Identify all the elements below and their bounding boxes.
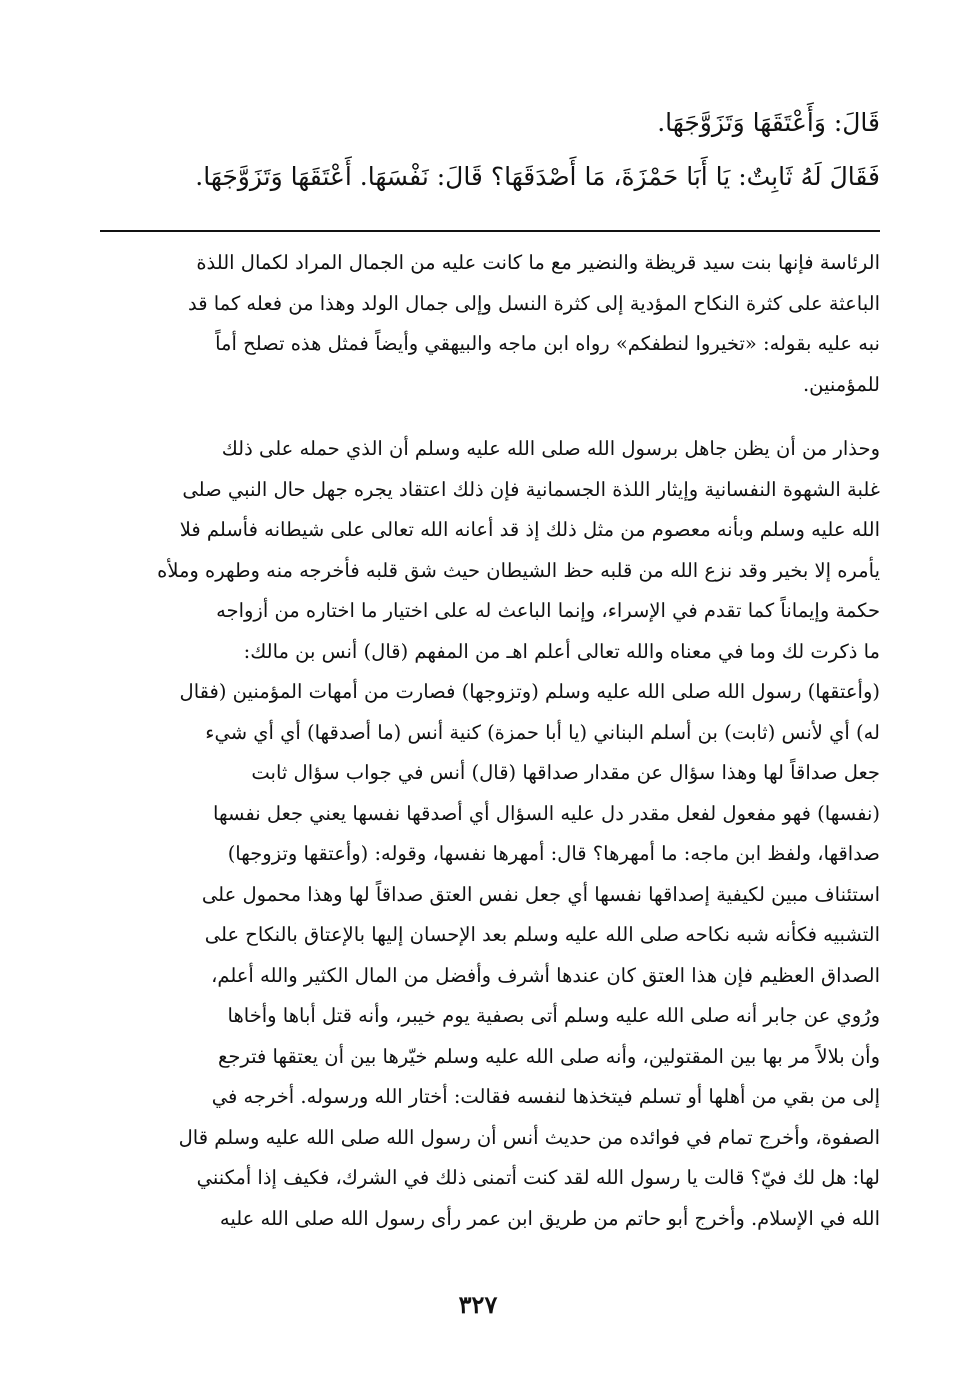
text-line: يأمره إلا بخير وقد نزع الله من قلبه حظ الشيطان حيث شق قلبه فأخرجه منه وطهره وملأه (157, 558, 880, 582)
text-line: ورُوي عن جابر أنه صلى الله عليه وسلم أتى بصفية يوم خيبر، وأنه قتل أباها وأخاها (227, 1004, 880, 1027)
page-number: ٣٢٧ (458, 1290, 498, 1319)
text-line: الله في الإسلام. وأخرج أبو حاتم من طريق ابن عمر رأى رسول الله صلى الله عليه (219, 1206, 880, 1230)
text-line: صداقها، ولفظ ابن ماجه: ما أمهرها؟ قال: أمهرها نفسها، وقوله: (وأعتقها وتزوجها) (227, 842, 880, 865)
text-line: الله عليه وسلم وبأنه معصوم من مثل ذلك إذ قد أعانه الله تعالى على شيطانه فأسلم فلا (179, 518, 880, 541)
text-line: وأن بلالاً مر بها بين المقتولين، وأنه صلى الله عليه وسلم خيّرها بين أن يعتقها فترجع (217, 1044, 880, 1068)
text-line: الصفوة، وأخرج تمام في فوائده من حديث أنس أن رسول الله صلى الله عليه وسلم قال (178, 1125, 880, 1149)
commentary-paragraph-2 (100, 429, 880, 1239)
text-line: الباعثة على كثرة النكاح المؤدية إلى كثرة النسل وإلى جمال الولد وهذا من فعله كما قد (187, 291, 880, 315)
text-line: نبه عليه بقوله: «تخيروا لنطفكم» رواه ابن ماجه والبيهقي وأيضاً فمثل هذه تصلح أماً (215, 332, 880, 355)
commentary-paragraph-1 (100, 243, 880, 405)
text-line: غلبة الشهوة النفسانية وإيثار اللذة الجسمانية فإن ذلك اعتقاد يجره جهل حال النبي صلى (182, 477, 880, 501)
text-line: (وأعتقها) رسول الله صلى الله عليه وسلم (وتزوجها) فصارت من أمهات المؤمنين (فقال (179, 680, 880, 703)
hadith-line: فَقَالَ لَهُ ثَابِتٌ: يَا أَبَا حَمْزَةَ، مَا أَصْدَقَهَا؟ قَالَ: نَفْسَهَا. أَعْتَقَهَا وَتَزَوَّجَهَا. (195, 162, 880, 191)
text-line: الصداق العظيم فإن هذا العتق كان عندها أشرف وأفضل من المال الكثير والله أعلم، (211, 963, 880, 987)
commentary-text (100, 243, 880, 1239)
text-line: الرئاسة فإنها بنت سيد قريظة والنضير مع ما كانت عليه من الجمال المراد لكمال اللذة (196, 251, 880, 274)
text-line: حكمة وإيماناً كما تقدم في الإسراء، وإنما الباعث له على اختيار ما اختاره من أزواجه (216, 599, 880, 622)
text-line: لها: هل لك فيّ؟ قالت يا رسول الله لقد كنت أتمنى ذلك في الشرك، فكيف إذا أمكنني (196, 1166, 880, 1189)
text-line: (نفسها) فهو مفعول لفعل مقدر دل عليه السؤال أي أصدقها نفسها يعني جعل نفسها (213, 801, 880, 825)
hadith-text (100, 96, 880, 204)
text-line: استئناف مبين لكيفية إصداقها نفسها أي جعل نفس العتق صداقاً لها وهذا محمول على (201, 882, 880, 906)
text-line: ما ذكرت لك وما في معناه والله تعالى أعلم اهـ من المفهم (قال) أنس بن مالك: (243, 639, 880, 663)
hadith-line: قَالَ: وَأَعْتَقَهَا وَتَزَوَّجَهَا. (657, 108, 880, 137)
text-line: للمؤمنين. (802, 372, 880, 396)
text-line: إلى من بقي من أهلها أو تسلم فيتخذها لنفسه فقالت: أختار الله ورسوله. أخرجه في (211, 1085, 880, 1108)
separator-rule (100, 230, 880, 232)
text-line: له) أي لأنس (ثابت) بن أسلم البناني (يا أبا حمزة) كنية أنس (ما أصدقها) أي أي شيء (205, 720, 880, 744)
text-line: جعل صداقاً لها وهذا سؤال عن مقدار صداقها (قال) أنس في جواب سؤال ثابت (251, 761, 880, 784)
text-line: وحذار من أن يظن جاهل برسول الله صلى الله عليه وسلم أن الذي حمله على ذلك (221, 437, 880, 460)
text-line: التشبيه فكأنه شبه نكاحه صلى الله عليه وسلم بعد الإحسان إليها بالإعتاق بالنكاح على (204, 923, 880, 946)
